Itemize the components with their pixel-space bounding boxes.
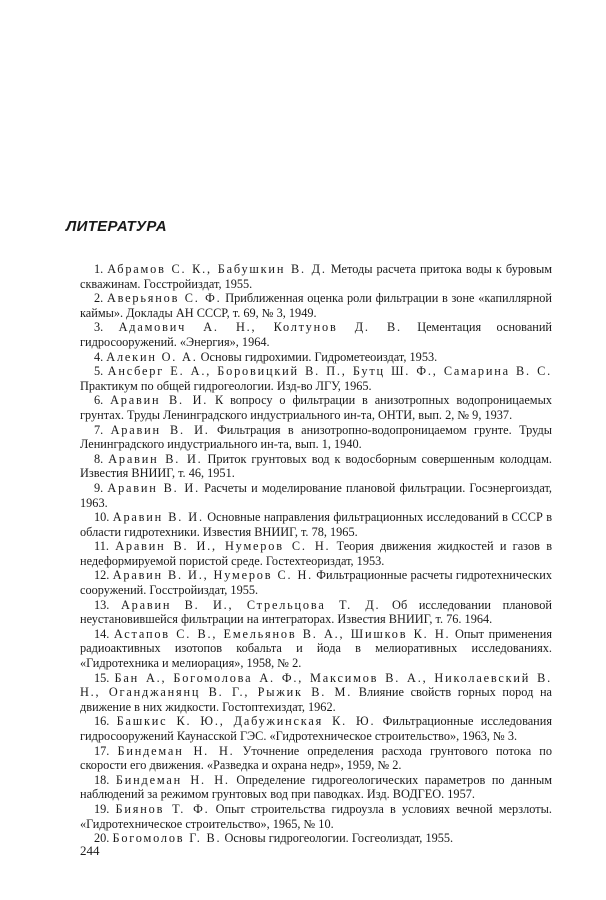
- reference-number: 20.: [94, 831, 113, 846]
- reference-authors: Биндеман Н. Н.: [115, 772, 230, 787]
- reference-authors: Астапов С. В., Емельянов В. А., Шишков К. Н.: [113, 626, 451, 641]
- reference-number: 1.: [94, 262, 108, 276]
- reference-number: 18.: [94, 772, 116, 787]
- reference-authors: Адамович А. Н., Колтунов Д. В.: [118, 320, 402, 335]
- reference-text: Основные направления фильтрационных исследований в СССР в области гидротехники. Известия ВНИИГ, т. 78, 1965.: [80, 510, 552, 539]
- reference-text: Практикум по общей гидрогеологии. Изд-во ЛГУ, 1965.: [80, 378, 372, 393]
- reference-authors: Биндеман Н. Н.: [117, 743, 235, 758]
- reference-text: Расчеты и моделирование плановой фильтрации. Госэнергоиздат, 1963.: [80, 480, 553, 510]
- reference-text: Основы гидрохимии. Гидрометеоиздат, 1953.: [197, 349, 438, 364]
- reference-authors: Башкис К. Ю., Дабужинская К. Ю.: [116, 714, 376, 729]
- reference-authors: Алекин О. А.: [106, 349, 198, 364]
- reference-authors: Аравин В. И.: [110, 393, 209, 408]
- reference-text: Теория движения жидкостей и газов в недеформируемой пористой среде. Гостехтеориздат, 1953.: [80, 539, 553, 568]
- reference-item: [80, 423, 552, 452]
- reference-item: [80, 262, 552, 291]
- reference-item: [80, 744, 552, 773]
- reference-text: Основы гидрогеологии. Госгеолиздат, 1955.: [221, 831, 454, 846]
- reference-authors: Аравин В. И., Нумеров С. Н.: [115, 539, 331, 554]
- reference-authors: Аравин В. И., Нумеров С. Н.: [112, 568, 313, 583]
- reference-number: 2.: [94, 291, 107, 306]
- reference-item: [80, 510, 552, 539]
- reference-text: Фильтрационные расчеты гидротехнических сооружений. Госстройиздат, 1955.: [80, 568, 553, 598]
- reference-authors: Аравин В. И.: [112, 510, 204, 525]
- reference-authors: Аверьянов С. Ф.: [106, 291, 222, 306]
- reference-item: [80, 393, 552, 422]
- reference-text: Цементация оснований гидросооружений. «Энергия», 1964.: [80, 320, 553, 349]
- reference-number: 8.: [94, 451, 109, 466]
- reference-authors: Аравин В. И., Стрельцова Т. Д.: [121, 597, 381, 612]
- reference-item: [80, 364, 552, 393]
- reference-number: 9.: [94, 480, 108, 495]
- reference-text: Влияние свойств горных пород на движение в них жидкости. Гостоптехиздат, 1962.: [80, 685, 552, 714]
- reference-number: 4.: [94, 349, 107, 364]
- reference-item: [80, 568, 552, 597]
- reference-authors: Абрамов С. К., Бабушкин В. Д.: [107, 262, 327, 276]
- reference-number: 16.: [94, 714, 117, 729]
- reference-item: [80, 481, 552, 510]
- reference-text: К вопросу о фильтрации в анизотропных водопроницаемых грунтах. Труды Ленинградского индустриального ин-та, ОНТИ, вып. 2, № 9, 1937.: [80, 393, 552, 422]
- reference-authors: Ансберг Е. А., Боровицкий В. П., Бутц Ш. Ф., Самарина В. С.: [107, 364, 553, 379]
- reference-item: [80, 350, 552, 365]
- reference-text: Опыт строительства гидроузла в условиях вечной мерзлоты. «Гидротехническое строительство», 1965, № 10.: [80, 801, 552, 831]
- reference-number: 10.: [94, 510, 113, 525]
- reference-authors: Биянов Т. Ф.: [115, 801, 210, 816]
- page-number: 244: [80, 843, 100, 858]
- reference-item: [80, 671, 552, 715]
- reference-number: 13.: [94, 597, 121, 612]
- reference-item: [80, 831, 552, 846]
- reference-number: 15.: [94, 670, 115, 685]
- reference-authors: Аравин В. И.: [107, 480, 200, 495]
- reference-number: 19.: [94, 801, 116, 816]
- reference-text: Уточнение определения расхода грунтового потока по скорости его движения. «Разведка и охрана недр», 1959, № 2.: [80, 743, 552, 773]
- reference-item: [80, 598, 552, 627]
- reference-number: 14.: [94, 626, 114, 641]
- reference-text: Приток грунтовых вод к водосборным совершенным колодцам. Известия ВНИИГ, т. 46, 1951.: [80, 451, 552, 481]
- reference-number: 3.: [94, 320, 119, 335]
- reference-text: Опыт применения радиоактивных изотопов кобальта и йода в мелиоративных исследованиях. «Гидротехника и мелиорация», 1958, № 2.: [80, 626, 552, 671]
- reference-item: [80, 452, 552, 481]
- reference-text: Методы расчета притока воды к буровым скважинам. Госстройиздат, 1955.: [80, 262, 552, 291]
- reference-item: [80, 627, 552, 671]
- reference-list: [80, 262, 552, 846]
- reference-text: Фильтрация в анизотропно-водопроницаемом грунте. Труды Ленинградского индустриального ин-та, вып. 1, 1940.: [80, 422, 553, 452]
- reference-text: Определение гидрогеологических параметров по данным наблюдений за режимом грунтовых вод при паводках. Изд. ВОДГЕО. 1957.: [80, 772, 553, 802]
- bibliography-heading: ЛИТЕРАТУРА: [66, 218, 167, 235]
- reference-number: 5.: [94, 364, 108, 379]
- reference-text: Об исследовании плановой неустановившейся фильтрации на интеграторах. Известия ВНИИГ, т. 76. 1964.: [80, 597, 552, 627]
- reference-number: 6.: [94, 393, 111, 408]
- reference-authors: Бан А., Богомолова А. Ф., Максимов В. А., Николаевский В. Н., Оганджанянц В. Г., Рыжик В. М.: [80, 670, 553, 700]
- reference-item: [80, 320, 552, 349]
- reference-number: 17.: [94, 743, 118, 758]
- reference-text: Приближенная оценка роли фильтрации в зоне «капиллярной каймы». Доклады АН СССР, т. 69, № 3, 1949.: [80, 291, 552, 320]
- reference-item: [80, 773, 552, 802]
- reference-text: Фильтрационные исследования гидросооружений Каунасской ГЭС. «Гидротехническое строительство», 1963, № 3.: [80, 714, 552, 743]
- reference-item: [80, 291, 552, 320]
- reference-number: 11.: [94, 539, 116, 554]
- reference-authors: Богомолов Г. В.: [112, 831, 222, 846]
- reference-number: 7.: [94, 422, 111, 437]
- reference-authors: Аравин В. И.: [110, 422, 210, 437]
- reference-item: [80, 539, 552, 568]
- reference-item: [80, 714, 552, 743]
- reference-item: [80, 802, 552, 831]
- reference-number: 12.: [94, 568, 113, 583]
- reference-authors: Аравин В. И.: [108, 451, 203, 466]
